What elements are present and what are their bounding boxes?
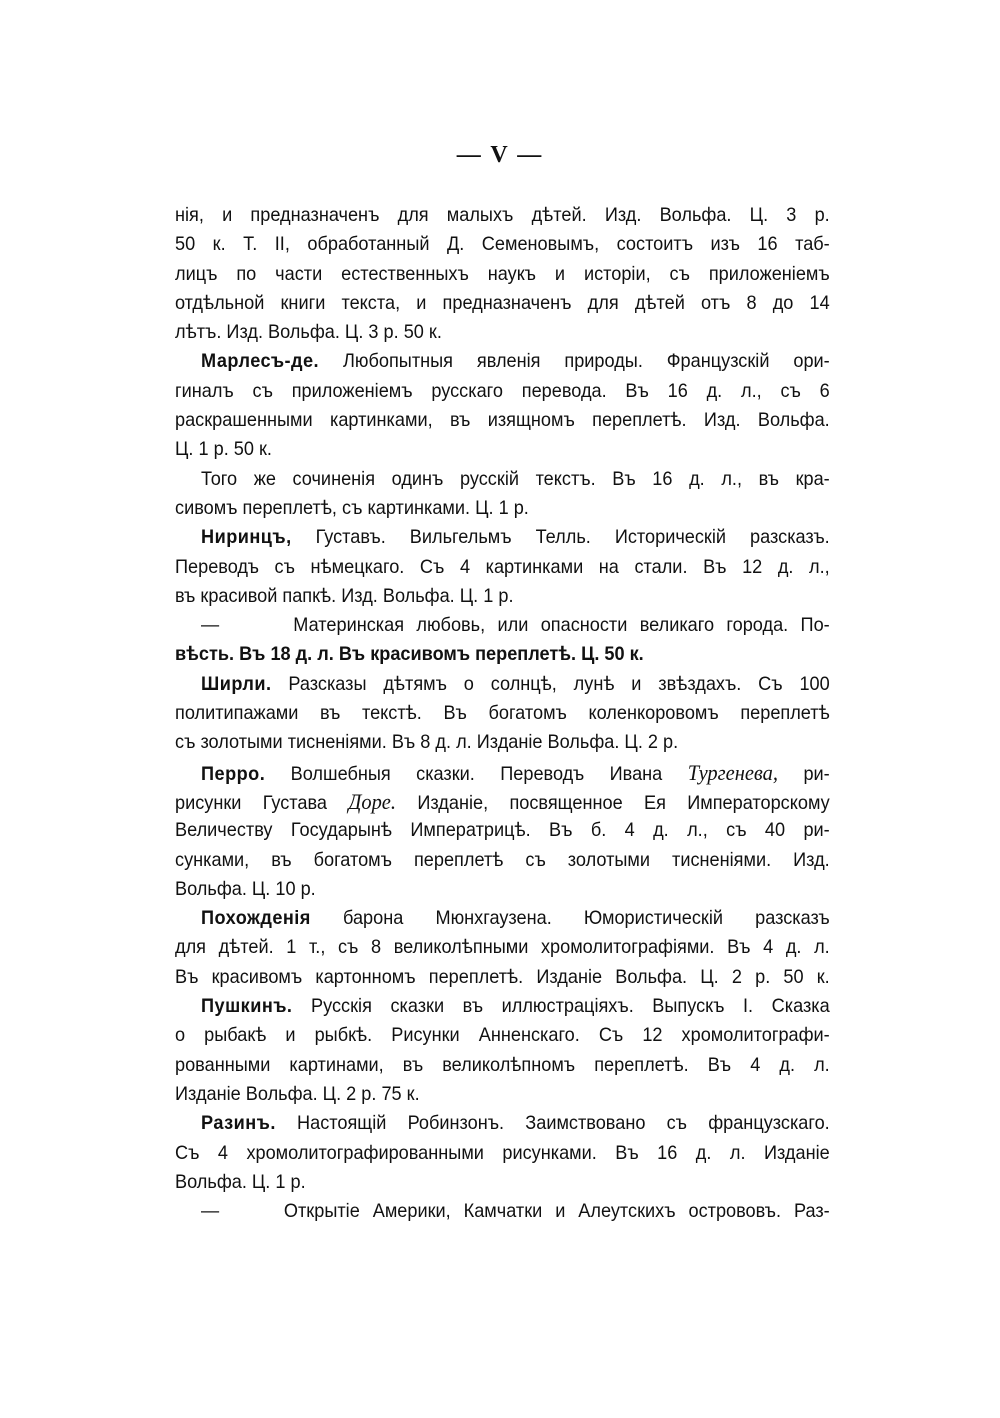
- text-line: сивомъ переплетѣ, съ картинками. Ц. 1 р.: [175, 496, 529, 519]
- catalog-entry-first-line: [175, 1197, 830, 1226]
- text-line: съ золотыми тисненіями. Въ 8 д. л. Изданіе Вольфа. Ц. 2 р.: [175, 731, 679, 754]
- ditto-dash: —: [201, 614, 220, 637]
- text-line: Ц. 1 р. 50 к.: [175, 438, 272, 461]
- page-number: — V —: [456, 142, 544, 168]
- text-line: сунками, въ богатомъ переплетѣ съ золотыми тисненіями. Изд.: [175, 848, 830, 871]
- text-line: Въ красивомъ картонномъ переплетѣ. Изданіе Вольфа. Ц. 2 р. 50 к.: [175, 965, 830, 988]
- entry-text: рисунки Густава: [175, 791, 327, 814]
- text-line: лицъ по части естественныхъ наукъ и исторіи, съ приложеніемъ: [175, 262, 830, 285]
- entry-text: Изданіе, посвященное Ея Императорскому: [417, 791, 830, 814]
- text-line: 50 к. Т. II, обработанный Д. Семеновымъ, состоитъ изъ 16 таб-: [175, 233, 830, 256]
- entry-text: Русскія сказки въ иллюстраціяхъ. Выпускъ I. Сказка: [311, 995, 830, 1018]
- text-line: Того же сочиненія одинъ русскій текстъ. Въ 16 д. л., въ кра-: [201, 467, 830, 490]
- illustrator-name: Доре.: [348, 788, 397, 814]
- text-line: о рыбакѣ и рыбкѣ. Рисунки Анненскаго. Съ 12 хромолитографи-: [175, 1024, 830, 1047]
- entry-text: Настоящій Робинзонъ. Заимствовано съ французскаго.: [297, 1112, 830, 1135]
- entry-text: Любопытныя явленія природы. Французскій ори-: [342, 350, 830, 373]
- entry-text: Открытіе Америки, Камчатки и Алеутскихъ острововъ. Раз-: [283, 1200, 830, 1223]
- text-line: отдѣльной книги текста, и предназначенъ для дѣтей отъ 8 до 14: [175, 291, 830, 314]
- text-line: гиналъ съ приложеніемъ русскаго перевода. Въ 16 д. л., съ 6: [175, 379, 830, 402]
- catalog-entry-first-line: [175, 1109, 830, 1138]
- text-line: Величеству Государынѣ Императрицѣ. Въ б. 4 д. л., съ 40 ри-: [175, 819, 830, 842]
- entry-author: Ниринцъ,: [201, 526, 292, 549]
- entry-text: барона Мюнхгаузена. Юмористическій разсказъ: [342, 907, 830, 930]
- catalog-entry-first-line: [175, 992, 830, 1021]
- ditto-dash: —: [201, 1200, 220, 1223]
- entry-text: ри-: [778, 762, 830, 785]
- entry-author: Перро.: [201, 762, 266, 785]
- catalog-entry-first-line: [175, 611, 830, 640]
- text-line: лѣтъ. Изд. Вольфа. Ц. 3 р. 50 к.: [175, 321, 442, 344]
- catalog-text: [175, 201, 830, 1226]
- text-line: Съ 4 хромолитографированными рисунками. Въ 16 д. л. Изданіе: [175, 1141, 830, 1164]
- text-line: рованными картинами, въ великолѣпномъ переплетѣ. Въ 4 д. л.: [175, 1053, 830, 1076]
- text-line: въ красивой папкѣ. Изд. Вольфа. Ц. 1 р.: [175, 584, 514, 607]
- entry-author: Похожденія: [201, 907, 311, 930]
- catalog-entry-first-line: [175, 347, 830, 376]
- text-line: Переводъ съ нѣмецкаго. Съ 4 картинками на стали. Въ 12 д. л.,: [175, 555, 830, 578]
- text-line: [175, 787, 830, 816]
- entry-text: Волшебныя сказки. Переводъ Ивана: [290, 762, 663, 785]
- text-line: нія, и предназначенъ для малыхъ дѣтей. Изд. Вольфа. Ц. 3 р.: [175, 204, 830, 226]
- entry-author: Ширли.: [201, 672, 272, 695]
- entry-author: Марлесъ-де.: [201, 350, 320, 373]
- entry-author: Разинъ.: [201, 1112, 276, 1135]
- text-line: Изданіе Вольфа. Ц. 2 р. 75 к.: [175, 1082, 420, 1105]
- entry-text: Материнская любовь, или опасности великаго города. По-: [293, 614, 830, 637]
- catalog-entry-first-line: [175, 670, 830, 699]
- catalog-entry-first-line: [175, 904, 830, 933]
- text-line: вѣсть. Въ 18 д. л. Въ красивомъ переплетѣ. Ц. 50 к.: [175, 643, 644, 666]
- entry-author: Пушкинъ.: [201, 995, 293, 1018]
- translator-name: Тургенева,: [687, 759, 779, 785]
- text-line: Вольфа. Ц. 10 р.: [175, 877, 316, 900]
- text-line: для дѣтей. 1 т., съ 8 великолѣпными хромолитографіями. Въ 4 д. л.: [175, 936, 830, 959]
- catalog-entry-first-line: [175, 758, 830, 787]
- text-line: раскрашенными картинками, въ изящномъ переплетѣ. Изд. Вольфа.: [175, 409, 830, 432]
- text-line: Вольфа. Ц. 1 р.: [175, 1170, 306, 1193]
- entry-text: Разсказы дѣтямъ о солнцѣ, лунѣ и звѣздахъ. Съ 100: [288, 672, 830, 695]
- text-line: политипажами въ текстѣ. Въ богатомъ коленкоровомъ переплетѣ: [175, 702, 830, 725]
- catalog-entry-first-line: [175, 523, 830, 552]
- entry-text: Густавъ. Вильгельмъ Телль. Историческій разсказъ.: [315, 526, 830, 549]
